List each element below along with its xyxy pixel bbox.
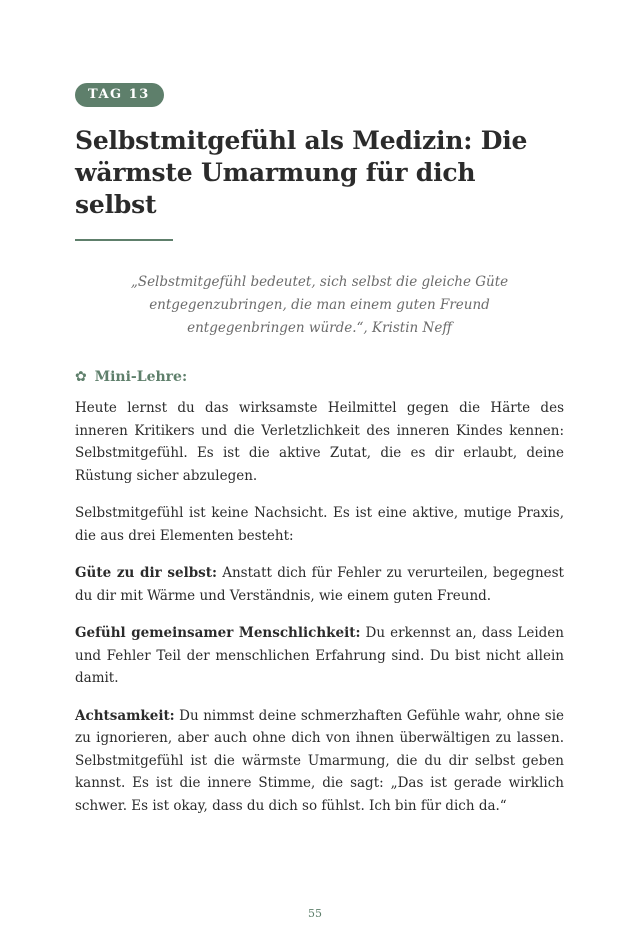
element-label-kindness: Güte zu dir selbst: <box>75 565 217 581</box>
paragraph-element-kindness <box>75 562 564 607</box>
element-label-humanity: Gefühl gemeinsamer Menschlichkeit: <box>75 625 361 641</box>
day-badge: TAG 13 <box>75 83 164 107</box>
section-heading-label: Mini-Lehre: <box>94 369 188 385</box>
page-content <box>75 83 564 817</box>
section-heading <box>75 367 564 387</box>
page-number: 55 <box>308 907 322 920</box>
paragraph-element-humanity <box>75 622 564 690</box>
element-text-kindness: Anstatt dich für Fehler zu verurteilen, begegnest du dir mit Wärme und Verständnis, wie einem guten Freund. <box>75 565 564 604</box>
title-divider <box>75 239 173 241</box>
chapter-title: Selbstmitgefühl als Medizin: Die wärmste Umarmung für dich selbst <box>75 126 528 219</box>
flower-icon: ✿ <box>75 369 87 385</box>
paragraph-element-mindfulness <box>75 705 564 818</box>
epigraph-quote: „Selbstmitgefühl bedeutet, sich selbst die gleiche Güte entgegenzubringen, die man einem guten Freund entgegenbringen würde.“, Kristin Neff <box>130 274 509 336</box>
element-label-mindfulness: Achtsamkeit: <box>75 707 175 724</box>
element-text-humanity: Du erkennst an, dass Leiden und Fehler Teil der menschlichen Erfahrung sind. Du bist nicht allein damit. <box>75 625 564 686</box>
paragraph-definition: Selbstmitgefühl ist keine Nachsicht. Es ist eine aktive, mutige Praxis, die aus drei Elementen besteht: <box>75 505 564 544</box>
element-text-mindfulness: Du nimmst deine schmerzhaften Gefühle wahr, ohne sie zu ignorieren, aber auch ohne dich von ihnen überwältigen zu lassen. Selbstmitgefühl ist die wärmste Umarmung, die du dir selbst geben kannst. Es ist die innere Stimme, die sagt: „Das ist gerade wirklich schwer. Es ist okay, dass du dich so fühlst. Ich bin für dich da.“ <box>75 707 564 814</box>
paragraph-intro: Heute lernst du das wirksamste Heilmittel gegen die Härte des inneren Kritikers und die Verletzlichkeit des inneren Kindes kennen: Selbstmitgefühl. Es ist die aktive Zutat, die es dir erlaubt, deine Rüstung sicher abzulegen. <box>75 400 564 484</box>
